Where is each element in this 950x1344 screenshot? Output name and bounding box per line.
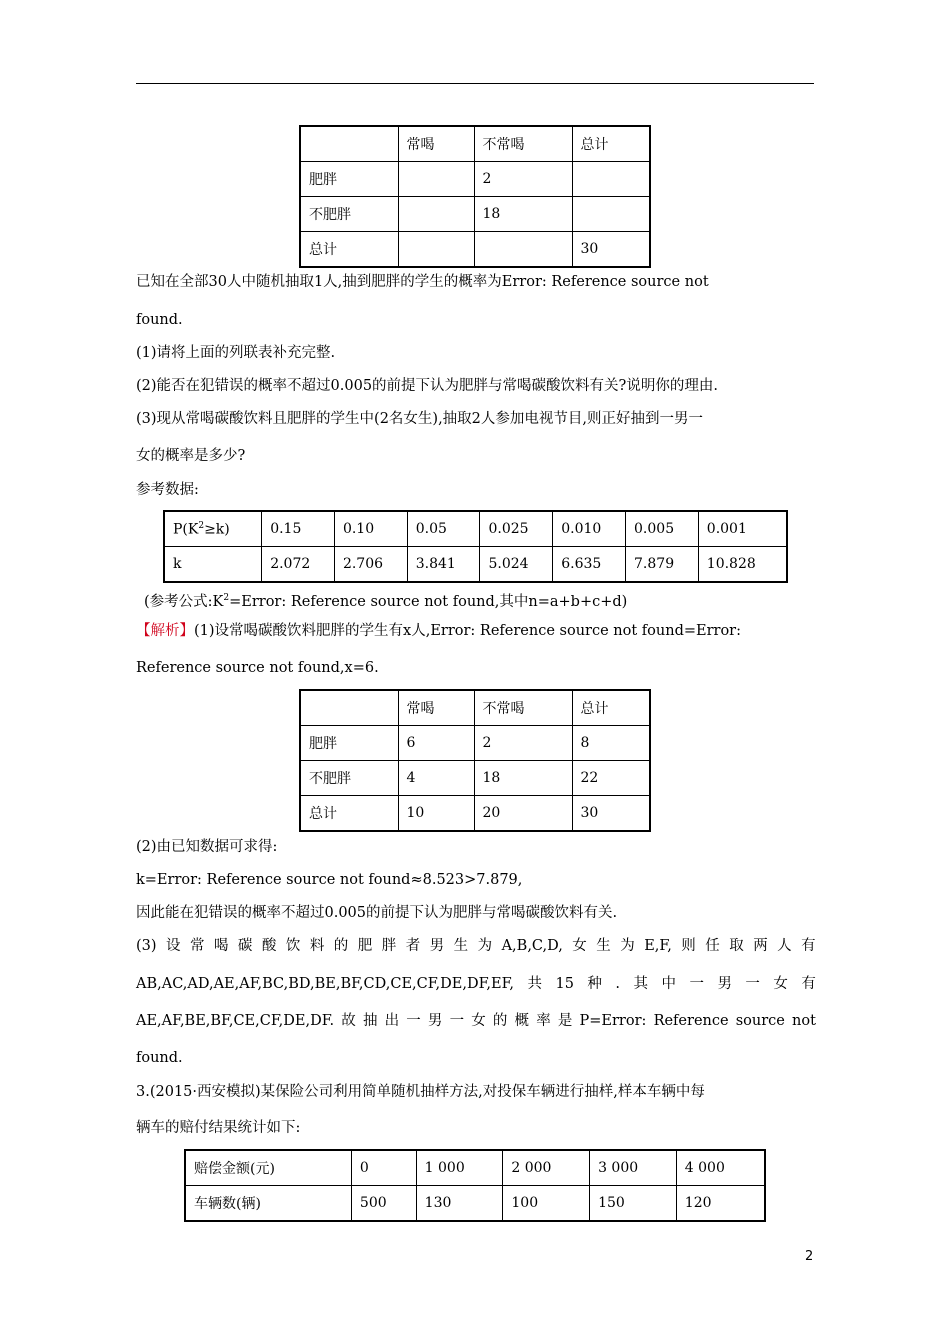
table-cell	[474, 232, 572, 268]
text-span: 男	[429, 938, 445, 954]
table-cell: 3.841	[407, 547, 480, 583]
text-span: 共	[527, 976, 542, 992]
text-span: 一	[449, 1013, 465, 1029]
text-span: 的	[492, 1013, 508, 1029]
table-row	[300, 761, 650, 796]
table-cell: 总计	[300, 796, 398, 832]
table-cell: 0.15	[262, 511, 335, 547]
table-cell: 100	[503, 1186, 590, 1222]
text-span: 故	[341, 1013, 356, 1029]
solution-3-line3	[136, 1011, 816, 1031]
table-row	[164, 511, 787, 547]
table-cell	[398, 162, 474, 197]
text-span: 的	[333, 938, 349, 954]
table-cell: 常喝	[398, 690, 474, 726]
text-span: (1)设常喝碳酸饮料肥胖的学生有x人,Error: Reference source not found=Error:	[194, 623, 741, 639]
text-span: 女	[773, 976, 788, 992]
text-span: A,B,C,D,	[501, 938, 563, 954]
contingency-table-blank	[299, 125, 651, 268]
text-span: Reference	[653, 1013, 729, 1029]
text-span: 有	[801, 938, 816, 954]
table-row	[300, 162, 650, 197]
table-cell: 120	[676, 1186, 765, 1222]
text-span: 生	[596, 938, 611, 954]
table-cell: 150	[590, 1186, 677, 1222]
table-cell: 赔偿金额(元)	[185, 1150, 351, 1186]
table-cell: 4	[398, 761, 474, 796]
text-span: 为	[620, 938, 635, 954]
table-cell: 0.001	[698, 511, 787, 547]
solution-3-end: found.	[136, 1050, 183, 1066]
text-span	[136, 621, 741, 641]
table-cell: 500	[351, 1186, 416, 1222]
text-span: 为	[477, 938, 493, 954]
table-cell	[398, 197, 474, 232]
text-span: 出	[384, 1013, 400, 1029]
table-row	[185, 1150, 765, 1186]
text-span: 胖	[381, 938, 397, 954]
table-cell: 0.010	[553, 511, 626, 547]
text-span: 取	[729, 938, 744, 954]
known-probability-cont: found.	[136, 312, 183, 328]
table-cell: 20	[474, 796, 572, 832]
table-cell: 2.072	[262, 547, 335, 583]
text-span: 人	[777, 938, 792, 954]
text-span: 男	[717, 976, 732, 992]
text-span: 种	[587, 976, 602, 992]
text-span: (参考公式:K	[144, 593, 224, 610]
table-cell	[300, 126, 398, 162]
solution-2: (2)由已知数据可求得:	[136, 839, 278, 855]
table-cell: 肥胖	[300, 162, 398, 197]
text-span: .	[615, 976, 620, 992]
solution-1	[136, 621, 816, 641]
reference-table	[163, 510, 788, 583]
table-cell: 2 000	[503, 1150, 590, 1186]
text-span: 生	[453, 938, 469, 954]
table-cell: 肥胖	[300, 726, 398, 761]
reference-data-label: 参考数据:	[136, 482, 199, 498]
text-span: 碳	[237, 938, 253, 954]
text-span: 则	[681, 938, 696, 954]
text-span: 任	[705, 938, 720, 954]
text-span: 中	[661, 976, 676, 992]
table-row	[300, 690, 650, 726]
text-span: 概	[514, 1013, 530, 1029]
table-cell	[398, 232, 474, 268]
table-cell: 0.025	[480, 511, 553, 547]
table-cell: 4 000	[676, 1150, 765, 1186]
table-cell: 常喝	[398, 126, 474, 162]
text-span: 一	[745, 976, 760, 992]
text-span: AE,AF,BE,BF,CE,CF,DE,DF.	[136, 1013, 335, 1029]
table-cell: 不肥胖	[300, 761, 398, 796]
text-span: 是	[557, 1013, 573, 1029]
text-span: 15	[555, 976, 574, 992]
table-cell: 8	[572, 726, 650, 761]
table-cell: 10.828	[698, 547, 787, 583]
table-row	[164, 547, 787, 583]
table-cell: 7.879	[626, 547, 699, 583]
insurance-payout-table	[184, 1149, 766, 1222]
table-cell: 30	[572, 796, 650, 832]
text-span: 两	[753, 938, 768, 954]
table-cell: 不肥胖	[300, 197, 398, 232]
text-span: 率	[536, 1013, 551, 1029]
text-span: 抽	[362, 1013, 378, 1029]
problem-3-title	[136, 1082, 816, 1102]
question-1: (1)请将上面的列联表补充完整.	[136, 345, 336, 361]
table-row	[300, 126, 650, 162]
table-cell: 1 000	[416, 1150, 503, 1186]
text-span: 3.(2015·西安模拟)某保险公司利用简单随机抽样方法,对投保车辆进行抽样,样本车辆中每	[136, 1084, 705, 1100]
superscript: 2	[198, 520, 205, 531]
table-cell: 0.10	[334, 511, 407, 547]
text-span: not	[792, 1013, 816, 1029]
text-span: 料	[309, 938, 325, 954]
table-row	[300, 726, 650, 761]
table-row	[300, 796, 650, 832]
text-span: AB,AC,AD,AE,AF,BC,BD,BE,BF,CD,CE,CF,DE,DF,EF,	[136, 976, 514, 992]
table-cell: 5.024	[480, 547, 553, 583]
problem-3-title-cont: 辆车的赔付结果统计如下:	[136, 1120, 301, 1136]
table-cell: 总计	[572, 126, 650, 162]
table-cell	[164, 511, 262, 547]
solution-3-line1	[136, 936, 816, 956]
text-span: 男	[427, 1013, 443, 1029]
table-cell	[300, 690, 398, 726]
text-span: 常	[189, 938, 205, 954]
table-cell: 2	[474, 726, 572, 761]
text-span: 女	[471, 1013, 486, 1029]
table-cell: 10	[398, 796, 474, 832]
table-cell: 总计	[300, 232, 398, 268]
text-span: source	[735, 1013, 785, 1029]
text-span: 者	[405, 938, 421, 954]
text-span: 酸	[261, 938, 277, 954]
text-span: 肥	[357, 938, 373, 954]
table-cell: 不常喝	[474, 126, 572, 162]
analysis-label: 【解析】	[136, 623, 194, 639]
text-span: P=Error:	[579, 1013, 647, 1029]
table-cell: 2.706	[334, 547, 407, 583]
table-cell: 6.635	[553, 547, 626, 583]
table-cell: 6	[398, 726, 474, 761]
text-span: 一	[406, 1013, 421, 1029]
table-cell: 0	[351, 1150, 416, 1186]
text-span: 一	[689, 976, 704, 992]
solution-1-cont: Reference source not found,x=6.	[136, 660, 379, 676]
question-2: (2)能否在犯错误的概率不超过0.005的前提下认为肥胖与常喝碳酸饮料有关?说明你的理由.	[136, 378, 718, 394]
text-span: 有	[801, 976, 816, 992]
text-span: 女	[572, 938, 587, 954]
text-span: 饮	[285, 938, 301, 954]
text-span: 其	[633, 976, 648, 992]
question-3: (3)现从常喝碳酸饮料且肥胖的学生中(2名女生),抽取2人参加电视节目,则正好抽到一男一	[136, 411, 704, 427]
text-span: P(K	[173, 521, 199, 538]
solution-2-k: k=Error: Reference source not found≈8.523>7.879,	[136, 872, 523, 888]
solution-2-conclusion: 因此能在犯错误的概率不超过0.005的前提下认为肥胖与常喝碳酸饮料有关.	[136, 905, 618, 921]
table-cell: 车辆数(辆)	[185, 1186, 351, 1222]
table-cell: 130	[416, 1186, 503, 1222]
solution-3-line2	[136, 974, 816, 994]
text-span: 已知在全部30人中随机抽取1人,抽到肥胖的学生的概率为Error: Reference source not	[136, 274, 709, 290]
table-cell: 总计	[572, 690, 650, 726]
superscript: 2	[223, 593, 230, 603]
contingency-table-filled	[299, 689, 651, 832]
table-cell: k	[164, 547, 262, 583]
table-row	[185, 1186, 765, 1222]
table-cell: 30	[572, 232, 650, 268]
table-cell: 3 000	[590, 1150, 677, 1186]
text-span: 喝	[213, 938, 229, 954]
table-cell: 22	[572, 761, 650, 796]
text-span: =Error: Reference source not found,其中n=a+b+c+d)	[229, 593, 628, 610]
table-row	[300, 197, 650, 232]
table-cell: 18	[474, 761, 572, 796]
table-cell: 2	[474, 162, 572, 197]
text-span: E,F,	[644, 938, 672, 954]
table-cell	[572, 197, 650, 232]
question-3-cont: 女的概率是多少?	[136, 448, 246, 464]
text-span: 设	[166, 938, 181, 954]
known-probability-line	[136, 272, 816, 292]
table-cell	[572, 162, 650, 197]
table-cell: 18	[474, 197, 572, 232]
table-cell: 不常喝	[474, 690, 572, 726]
reference-formula	[144, 588, 824, 612]
header-rule	[136, 83, 814, 84]
page-number: 2	[805, 1249, 814, 1264]
table-cell: 0.005	[626, 511, 699, 547]
table-cell: 0.05	[407, 511, 480, 547]
text-span: ≥k)	[204, 521, 230, 538]
table-row	[300, 232, 650, 268]
text-span: (3)	[136, 938, 157, 954]
